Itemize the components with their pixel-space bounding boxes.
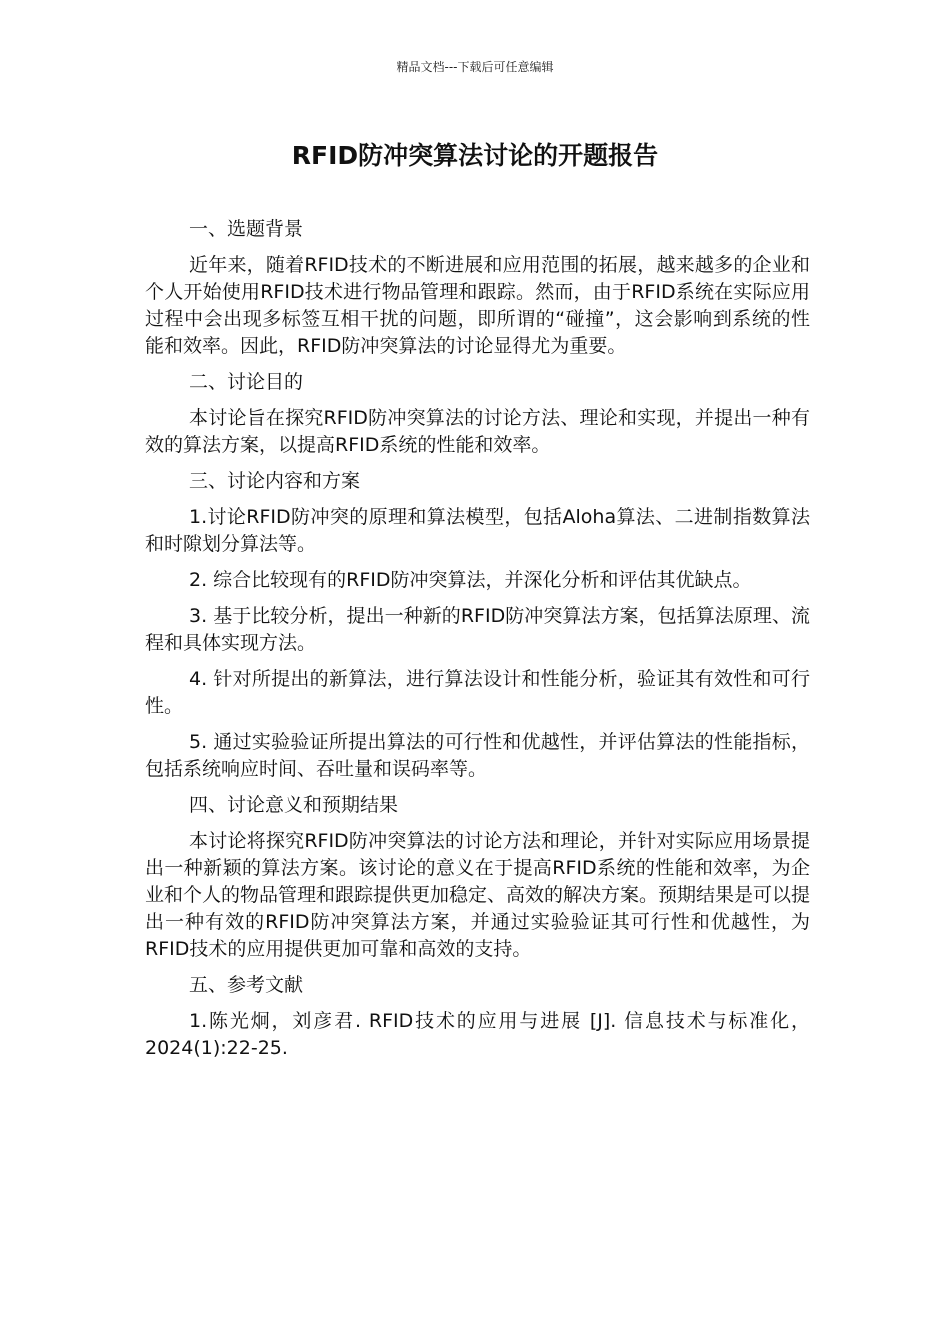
section-heading-purpose: 二、讨论目的 (189, 371, 304, 393)
section-heading-references: 五、参考文献 (189, 974, 304, 996)
section-heading-significance: 四、讨论意义和预期结果 (189, 794, 399, 816)
list-item: 1.讨论RFID防冲突的原理和算法模型，包括Aloha算法、二进制指数算法和时隙划分算法等。 (145, 506, 810, 555)
paragraph-purpose: 本讨论旨在探究RFID防冲突算法的讨论方法、理论和实现，并提出一种有效的算法方案，以提高RFID系统的性能和效率。 (145, 407, 810, 456)
paragraph-background: 近年来，随着RFID技术的不断进展和应用范围的拓展，越来越多的企业和个人开始使用RFID技术进行物品管理和跟踪。然而，由于RFID系统在实际应用过程中会出现多标签互相干扰的问题，即所谓的“碰撞”，这会影响到系统的性能和效率。因此，RFID防冲突算法的讨论显得尤为重要。 (145, 254, 810, 357)
list-item: 4. 针对所提出的新算法，进行算法设计和性能分析，验证其有效性和可行性。 (145, 668, 810, 717)
section-heading-background: 一、选题背景 (189, 218, 304, 240)
list-item: 5. 通过实验验证所提出算法的可行性和优越性，并评估算法的性能指标，包括系统响应时间、吞吐量和误码率等。 (145, 731, 810, 780)
reference-item: 1.陈光炯，刘彦君. RFID技术的应用与进展 [J]. 信息技术与标准化，2024(1):22-25. (145, 1010, 810, 1059)
header-note: 精品文档---下载后可任意编辑 (396, 60, 554, 74)
document-title: RFID防冲突算法讨论的开题报告 (291, 141, 659, 170)
list-item: 2. 综合比较现有的RFID防冲突算法，并深化分析和评估其优缺点。 (189, 569, 752, 591)
list-item: 3. 基于比较分析，提出一种新的RFID防冲突算法方案，包括算法原理、流程和具体实现方法。 (145, 605, 810, 654)
paragraph-significance: 本讨论将探究RFID防冲突算法的讨论方法和理论，并针对实际应用场景提出一种新颖的算法方案。该讨论的意义在于提高RFID系统的性能和效率，为企业和个人的物品管理和跟踪提供更加稳定、高效的解决方案。预期结果是可以提出一种有效的RFID防冲突算法方案，并通过实验验证其可行性和优越性，为RFID技术的应用提供更加可靠和高效的支持。 (145, 830, 811, 960)
section-heading-content-plan: 三、讨论内容和方案 (189, 470, 361, 492)
document-body (145, 216, 810, 1071)
